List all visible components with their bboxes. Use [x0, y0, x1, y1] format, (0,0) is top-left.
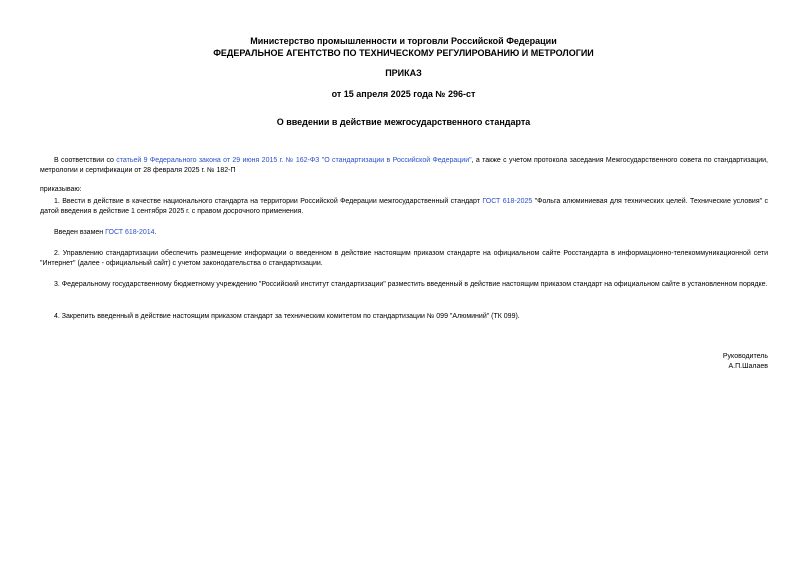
- item-2-paragraph: 2. Управлению стандартизации обеспечить размещение информации о введенном в действие настоящим приказом стандарте на официальном сайте Росстандарта в информационно-телекоммуникационной сети "Интернет" (далее - официальный сайт) с учетом законодательства о стандартизации.: [40, 250, 768, 267]
- item-1-pre: 1. Ввести в действие в качестве национального стандарта на территории Российской Федерации межгосударственный стандарт: [54, 198, 483, 205]
- preamble-post: , а также с учетом протокола заседания Межгосударственного совета по стандартизации, метрологии и сертификации от 28 февраля 2025 г. № 182-П: [40, 157, 768, 174]
- document-date-number: от 15 апреля 2025 года № 296-ст: [331, 89, 476, 99]
- preamble-pre: В соответствии со: [54, 157, 117, 164]
- order-word: приказываю:: [40, 186, 82, 193]
- preamble-paragraph: [40, 156, 768, 176]
- item-1-paragraph: [40, 197, 768, 217]
- replaced-paragraph: [40, 228, 768, 238]
- item-3-paragraph: 3. Федеральному государственному бюджетному учреждению "Российский институт стандартизации" разместить введенный в действие настоящим приказом стандарт на официальном сайте в установленном порядке.: [54, 281, 768, 288]
- signature-name: А.П.Шалаев: [728, 363, 768, 370]
- document-type: ПРИКАЗ: [385, 68, 422, 78]
- signature-title: Руководитель: [722, 353, 768, 360]
- gost-618-2014-link[interactable]: ГОСТ 618-2014: [105, 229, 155, 236]
- federal-law-link[interactable]: статьей 9 Федерального закона от 29 июня 2015 г. № 162-ФЗ "О стандартизации в Российской Федерации": [116, 157, 472, 164]
- agency-name: ФЕДЕРАЛЬНОЕ АГЕНТСТВО ПО ТЕХНИЧЕСКОМУ РЕГУЛИРОВАНИЮ И МЕТРОЛОГИИ: [213, 48, 594, 58]
- item-1-post: "Фольга алюминиевая для технических целей. Технические условия" с датой введения в действие 1 сентября 2025 г. с правом досрочного применения.: [40, 198, 768, 215]
- replaced-pre: Введен взамен: [54, 229, 106, 236]
- item-4-paragraph: 4. Закрепить введенный в действие настоящим приказом стандарт за техническим комитетом по стандартизации № 099 "Алюминий" (ТК 099).: [54, 313, 520, 320]
- ministry-name: Министерство промышленности и торговли Российской Федерации: [250, 36, 557, 46]
- gost-618-2025-link[interactable]: ГОСТ 618-2025: [482, 198, 533, 205]
- document-subject: О введении в действие межгосударственного стандарта: [276, 117, 531, 127]
- replaced-post: .: [154, 229, 157, 236]
